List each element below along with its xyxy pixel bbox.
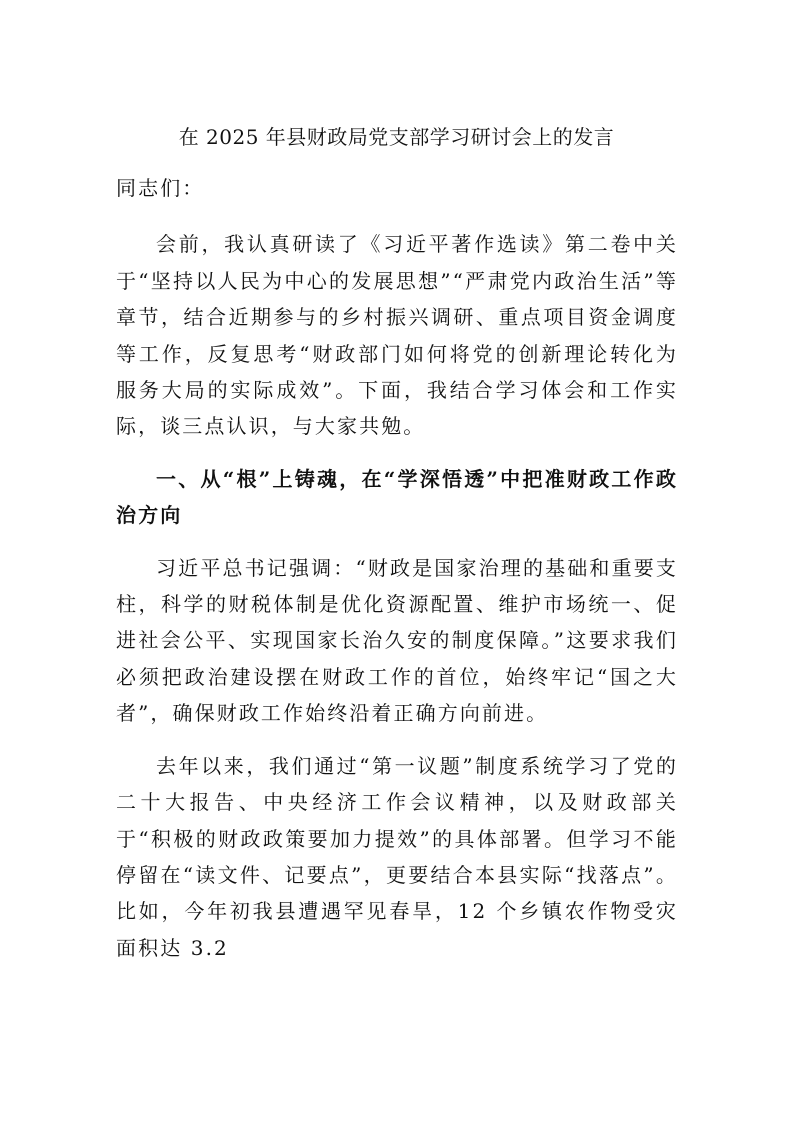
document-body (116, 170, 678, 966)
salutation: 同志们： (116, 176, 205, 200)
document-title: 在 2025 年县财政局党支部学习研讨会上的发言 (178, 125, 615, 149)
paragraph-practice: 去年以来，我们通过“第一议题”制度系统学习了党的二十大报告、中央经济工作会议精神，以及财政部关于“积极的财政政策要加力提效”的具体部署。但学习不能停留在“读文件、记要点”，更要结合本县实际“找落点”。比如，今年初我县遭遇罕见春旱，12 个乡镇农作物受灾面积达 3.2 (116, 753, 678, 960)
section-heading-1: 一、从“根”上铸魂，在“学深悟透”中把准财政工作政治方向 (116, 466, 678, 528)
paragraph-quote: 习近平总书记强调：“财政是国家治理的基础和重要支柱，科学的财税体制是优化资源配置、维护市场统一、促进社会公平、实现国家长治久安的制度保障。”这要求我们必须把政治建设摆在财政工作的首位，始终牢记“国之大者”，确保财政工作始终沿着正确方向前进。 (116, 555, 678, 726)
paragraph-intro: 会前，我认真研读了《习近平著作选读》第二卷中关于“坚持以人民为中心的发展思想”“严肃党内政治生活”等章节，结合近期参与的乡村振兴调研、重点项目资金调度等工作，反复思考“财政部门如何将党的创新理论转化为服务大局的实际成效”。下面，我结合学习体会和工作实际，谈三点认识，与大家共勉。 (116, 232, 678, 439)
